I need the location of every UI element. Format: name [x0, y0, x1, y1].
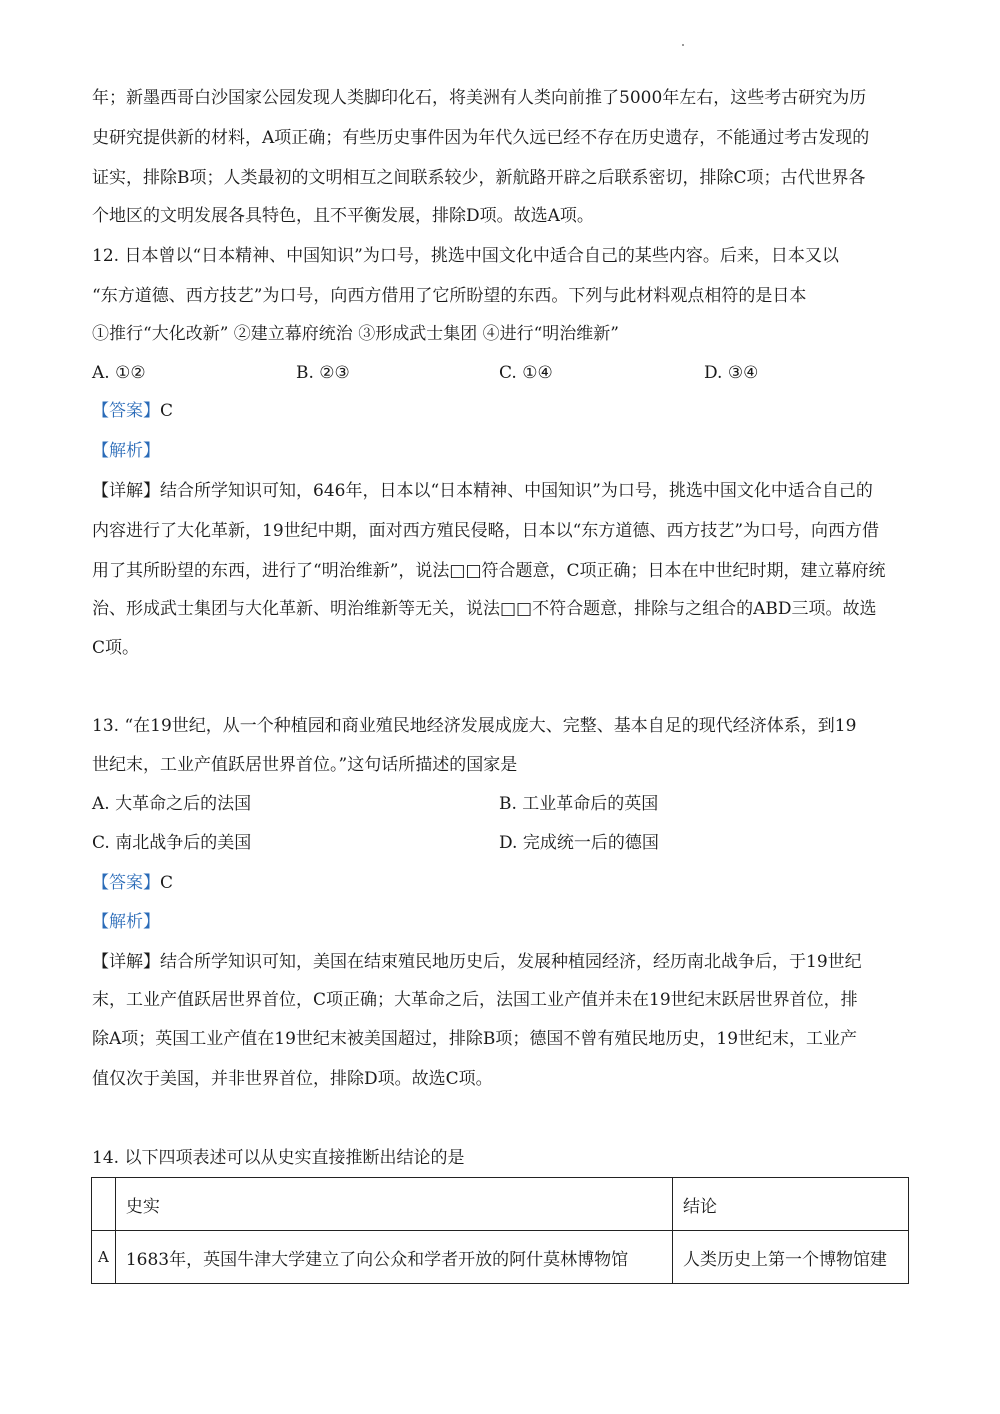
table-row	[92, 1231, 909, 1284]
answer-label: 【答案】	[92, 873, 160, 893]
q12-option-d: D. ③④	[704, 363, 759, 383]
q11-analysis-line: 史研究提供新的材料，A项正确；有些历史事件因为年代久远已经不存在历史遗存，不能通过考古发现的	[92, 128, 870, 148]
q12-stem-line: 12. 日本曾以“日本精神、中国知识”为口号，挑选中国文化中适合自己的某些内容。后来，日本又以	[92, 246, 839, 266]
table-header-cell: 史实	[115, 1178, 672, 1231]
q14-stem: 14. 以下四项表述可以从史实直接推断出结论的是	[92, 1148, 465, 1168]
scan-speck	[682, 44, 684, 46]
q14-table	[91, 1177, 909, 1284]
q12-detail-line: 【详解】结合所学知识可知，646年，日本以“日本精神、中国知识”为口号，挑选中国文化中适合自己的	[92, 481, 873, 501]
table-header-row	[92, 1178, 909, 1231]
q13-detail-line: 末，工业产值跃居世界首位，C项正确；大革命之后，法国工业产值并未在19世纪末跃居世界首位，排	[92, 990, 858, 1010]
q13-option-d: D. 完成统一后的德国	[499, 833, 659, 853]
table-cell: A	[92, 1231, 116, 1284]
q11-analysis-line: 证实，排除B项；人类最初的文明相互之间联系较少，新航路开辟之后联系密切，排除C项；古代世界各	[92, 168, 866, 188]
q12-detail-line: 治、形成武士集团与大化革新、明治维新等无关，说法□□不符合题意，排除与之组合的ABD三项。故选	[92, 599, 877, 619]
q12-stem-line: “东方道德、西方技艺”为口号，向西方借用了它所盼望的东西。下列与此材料观点相符的是日本	[92, 286, 807, 306]
table-header-cell: 结论	[673, 1178, 909, 1231]
table-header-cell	[92, 1178, 116, 1231]
q13-stem-line: 世纪末，工业产值跃居世界首位。”这句话所描述的国家是	[92, 755, 518, 775]
q13-detail-line: 值仅次于美国，并非世界首位，排除D项。故选C项。	[92, 1069, 493, 1089]
q12-stem-line: ①推行“大化改新” ②建立幕府统治 ③形成武士集团 ④进行“明治维新”	[92, 324, 619, 344]
q12-detail-line: 用了其所盼望的东西，进行了“明治维新”，说法□□符合题意，C项正确；日本在中世纪时期，建立幕府统	[92, 561, 886, 581]
answer-value: C	[160, 401, 174, 421]
q12-option-a: A. ①②	[92, 363, 146, 383]
q11-analysis-line: 年；新墨西哥白沙国家公园发现人类脚印化石，将美洲有人类向前推了5000年左右，这些考古研究为历	[92, 88, 867, 108]
q12-detail-line: C项。	[92, 638, 140, 658]
q13-option-a: A. 大革命之后的法国	[92, 794, 252, 814]
q11-analysis-line: 个地区的文明发展各具特色，且不平衡发展，排除D项。故选A项。	[92, 206, 594, 226]
q13-option-c: C. 南北战争后的美国	[92, 833, 252, 853]
q13-detail-line: 【详解】结合所学知识可知，美国在结束殖民地历史后，发展种植园经济，经历南北战争后，于19世纪	[92, 952, 862, 972]
answer-value: C	[160, 873, 174, 893]
q13-stem-line: 13. “在19世纪，从一个种植园和商业殖民地经济发展成庞大、完整、基本自足的现代经济体系，到19	[92, 716, 857, 736]
q12-analysis-label: 【解析】	[92, 441, 160, 461]
q12-detail-line: 内容进行了大化革新，19世纪中期，面对西方殖民侵略，日本以“东方道德、西方技艺”为口号，向西方借	[92, 521, 880, 541]
q13-option-b: B. 工业革命后的英国	[499, 794, 659, 814]
q13-analysis-label: 【解析】	[92, 912, 160, 932]
table-cell: 1683年，英国牛津大学建立了向公众和学者开放的阿什莫林博物馆	[115, 1231, 672, 1284]
q12-option-b: B. ②③	[296, 363, 350, 383]
q12-answer	[92, 399, 173, 423]
answer-label: 【答案】	[92, 401, 160, 421]
q12-option-c: C. ①④	[499, 363, 553, 383]
table-cell: 人类历史上第一个博物馆建	[673, 1231, 909, 1284]
q13-answer	[92, 871, 173, 895]
q13-detail-line: 除A项；英国工业产值在19世纪末被美国超过，排除B项；德国不曾有殖民地历史，19世纪末，工业产	[92, 1029, 858, 1049]
